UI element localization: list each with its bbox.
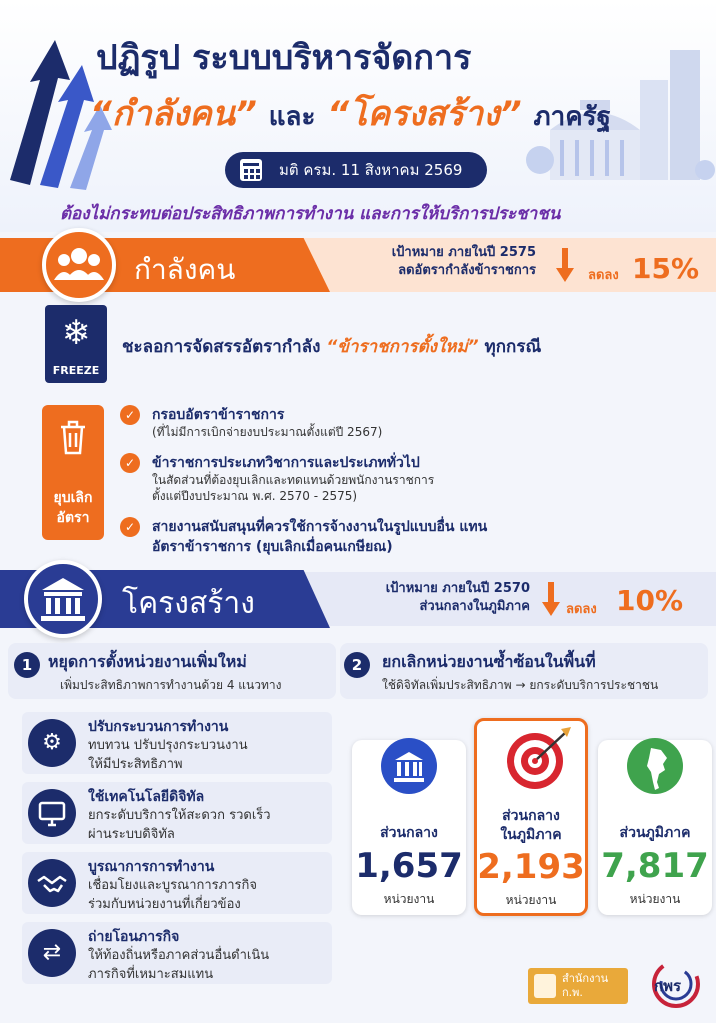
abolish-badge [42, 405, 104, 540]
check-icon: ✓ [120, 517, 140, 537]
approach-3-head: บูรณาการการทำงาน [88, 859, 215, 875]
opdc-logo [648, 958, 704, 1010]
bullet-3-sub: อัตราข้าราชการ (ยุบเลิกเมื่อคนเกษียณ) [152, 539, 393, 555]
manpower-decrease-label: ลดลง [588, 268, 619, 283]
down-arrow-icon [542, 582, 560, 616]
thailand-map-icon [627, 738, 683, 794]
bullet-1-sub: (ที่ไม่มีการเบิกจ่ายงบประมาณตั้งแต่ปี 2567) [152, 425, 383, 439]
title-public-sector: ภาครัฐ [533, 102, 611, 132]
unit-card-central-regional-label2: ในภูมิภาค [500, 827, 562, 843]
snowflake-icon: ❄ [61, 313, 91, 353]
approach-4-head: ถ่ายโอนภารกิจ [88, 929, 180, 945]
page-title-line2 [90, 86, 611, 140]
freeze-badge [45, 305, 107, 383]
approach-1-line1: ทบทวน ปรับปรุงกระบวนงาน [88, 738, 248, 753]
unit-card-central-value: 1,657 [355, 846, 463, 886]
section-2-title: ยกเลิกหน่วยงานซ้ำซ้อนในพื้นที่ [382, 652, 596, 671]
freeze-statement [122, 333, 541, 360]
subtitle: ต้องไม่กระทบต่อประสิทธิภาพการทำงาน และการให้บริการประชาชน [60, 204, 561, 224]
abolish-badge-line2: อัตรา [56, 510, 90, 526]
structure-decrease-percent: 10% [616, 584, 684, 617]
calendar-icon [238, 157, 264, 183]
manpower-goal-line1: เป้าหมาย ภายในปี 2575 [391, 245, 536, 260]
manpower-decrease-percent: 15% [632, 252, 700, 285]
manpower-title: กำลังคน [134, 253, 236, 286]
title-structure: “โครงสร้าง” [327, 94, 522, 134]
opdc-logo-text: กพร [654, 977, 682, 995]
check-icon: ✓ [120, 405, 140, 425]
approach-1-line2: ให้มีประสิทธิภาพ [88, 757, 183, 772]
unit-card-central-regional-unit: หน่วยงาน [505, 893, 557, 907]
resolution-date-badge [225, 152, 487, 188]
approach-3-line1: เชื่อมโยงและบูรณาการภารกิจ [88, 878, 258, 893]
approach-2-head: ใช้เทคโนโลยีดิจิทัล [88, 789, 205, 805]
unit-card-central-regional-label1: ส่วนกลาง [502, 808, 560, 824]
unit-card-central-unit: หน่วยงาน [383, 892, 435, 906]
approach-4-line1: ให้ท้องถิ่นหรือภาคส่วนอื่นดำเนิน [88, 948, 270, 963]
abolish-badge-label [42, 488, 104, 528]
freeze-end: ทุกกรณี [484, 337, 542, 357]
unit-card-regional-label: ส่วนภูมิภาค [619, 825, 691, 841]
structure-decrease-label: ลดลง [566, 602, 597, 617]
approach-3-line2: ร่วมกับหน่วยงานที่เกี่ยวข้อง [88, 897, 241, 912]
check-icon: ✓ [120, 453, 140, 473]
ocsc-logo-text: สำนักงาน ก.พ. [562, 972, 609, 999]
bullet-2-head: ข้าราชการประเภทวิชาการและประเภททั่วไป [152, 455, 420, 471]
people-icon [42, 228, 116, 302]
handshake-icon [28, 859, 76, 907]
section-1-number: 1 [14, 652, 40, 678]
section-1-subtitle: เพิ่มประสิทธิภาพการทำงานด้วย 4 แนวทาง [60, 678, 282, 692]
unit-card-regional-value: 7,817 [601, 846, 709, 886]
approach-4-line2: ภารกิจที่เหมาะสมแทน [88, 967, 214, 982]
structure-goal-line1: เป้าหมาย ภายในปี 2570 [385, 581, 530, 596]
bullet-2-sub1: ในสัดส่วนที่ต้องยุบเลิกและทดแทนด้วยพนักงานราชการ [152, 473, 435, 487]
gear-icon: ⚙ [28, 719, 76, 767]
manpower-goal [356, 244, 536, 280]
approach-1-head: ปรับกระบวนการทำงาน [88, 719, 229, 735]
unit-card-regional-unit: หน่วยงาน [629, 892, 681, 906]
transfer-arrows-icon: ⇄ [28, 929, 76, 977]
trash-bin-icon [57, 417, 89, 457]
approach-2-line2: ผ่านระบบดิจิทัล [88, 827, 175, 842]
structure-goal-line2: ส่วนกลางในภูมิภาค [419, 599, 530, 614]
structure-goal [330, 580, 530, 616]
resolution-date: มติ ครม. 11 สิงหาคม 2569 [279, 161, 463, 179]
freeze-text: ชะลอการจัดสรรอัตรากำลัง [122, 337, 321, 357]
unit-card-central-regional-value: 2,193 [477, 847, 585, 887]
unit-card-central-regional [474, 718, 588, 916]
freeze-badge-label: FREEZE [52, 364, 100, 377]
bullet-3-head: สายงานสนับสนุนที่ควรใช้การจ้างงานในรูปแบบอื่น แทน [152, 519, 488, 535]
bullet-2-sub2: ตั้งแต่ปีงบประมาณ พ.ศ. 2570 - 2575) [152, 489, 358, 503]
monitor-icon [28, 789, 76, 837]
manpower-goal-line2: ลดอัตรากำลังข้าราชการ [398, 263, 536, 278]
unit-card-central-label: ส่วนกลาง [380, 825, 438, 841]
bank-building-icon [381, 738, 437, 794]
title-manpower: “กำลังคน” [90, 94, 257, 134]
title-and: และ [268, 102, 316, 132]
target-icon [503, 727, 573, 791]
section-1-title: หยุดการตั้งหน่วยงานเพิ่มใหม่ [48, 652, 247, 671]
unit-card-central [352, 740, 466, 915]
section-2-number: 2 [344, 652, 370, 678]
ocsc-emblem-icon [534, 974, 556, 998]
freeze-highlight: “ข้าราชการตั้งใหม่” [326, 337, 479, 357]
approach-2-line1: ยกระดับบริการให้สะดวก รวดเร็ว [88, 808, 271, 823]
unit-card-regional [598, 740, 712, 915]
down-arrow-icon [556, 248, 574, 282]
structure-title: โครงสร้าง [122, 586, 255, 621]
bullet-1-head: กรอบอัตราข้าราชการ [152, 407, 285, 423]
abolish-badge-line1: ยุบเลิก [53, 490, 93, 506]
building-icon [24, 560, 102, 638]
page-title-line1: ปฏิรูป ระบบบริหารจัดการ [96, 38, 472, 78]
section-2-subtitle: ใช้ดิจิทัลเพิ่มประสิทธิภาพ → ยกระดับบริการประชาชน [382, 678, 659, 692]
